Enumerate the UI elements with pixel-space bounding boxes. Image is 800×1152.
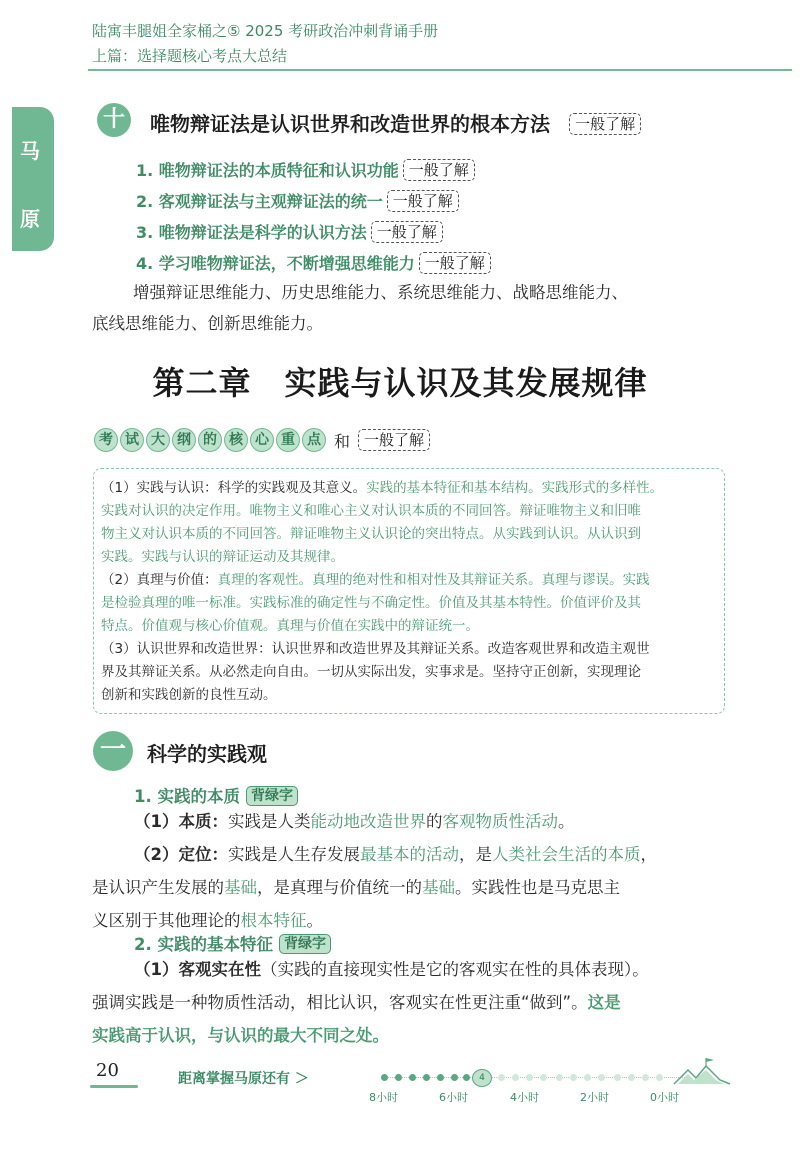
paragraph-line: 是认识产生发展的基础，是真理与价值统一的基础。实践性也是马克思主 [92,878,620,897]
outline-and: 和 [334,431,351,451]
outline-char: 点 [302,428,326,452]
progress-dot [584,1074,591,1081]
page-number: 20 [96,1060,119,1081]
progress-dot [614,1074,621,1081]
progress-dot [512,1074,519,1081]
section-title: 科学的实践观 [147,742,267,766]
mountain-flag-icon [672,1058,732,1086]
side-tab [12,107,54,251]
progress-dot [642,1074,649,1081]
general-tag: 一般了解 [358,429,430,451]
progress-dot [628,1074,635,1081]
outline-line: （3）认识世界和改造世界：认识世界和改造世界及其辩证关系。改造客观世界和改造主观世 [101,641,650,657]
list-item-label: 2. 客观辩证法与主观辩证法的统一 [136,192,383,211]
outline-char: 大 [146,428,170,452]
progress-dot [409,1074,416,1081]
progress-track [385,1077,685,1079]
book-title: 陆寓丰腿姐全家桶之⑤ 2025 考研政治冲刺背诵手册 [92,22,439,40]
progress-dot [395,1074,402,1081]
subsection-heading [134,931,331,955]
outline-line: 是检验真理的唯一标准。实践标准的确定性与不确定性。价值及其基本特性。价值评价及其 [101,595,641,611]
section-number-badge: 一 [93,731,133,771]
general-tag: 一般了解 [371,221,443,243]
subsection-heading [134,783,298,807]
list-item [136,158,475,181]
list-item [136,251,491,274]
general-tag: 一般了解 [419,252,491,274]
list-item [136,220,443,243]
time-label: 6小时 [439,1091,468,1104]
paragraph-line: （1）客观实在性（实践的直接现实性是它的客观实在性的具体表现）。 [134,960,649,979]
memo-tag: 背绿字 [279,934,331,954]
outline-char: 考 [94,428,118,452]
outline-label [94,428,430,452]
progress-dot [498,1074,505,1081]
general-tag: 一般了解 [387,190,459,212]
chapter-title: 第二章 实践与认识及其发展规律 [152,364,648,402]
list-item [136,189,459,212]
list-item-label: 3. 唯物辩证法是科学的认识方法 [136,223,367,242]
outline-line: 特点。价值观与核心价值观。真理与价值在实践中的辩证统一。 [101,618,479,634]
outline-line: 实践。实践与认识的辩证运动及其规律。 [101,549,344,565]
progress-dot [540,1074,547,1081]
outline-char: 纲 [172,428,196,452]
progress-dot [526,1074,533,1081]
page-number-underline [90,1085,138,1088]
side-tab-char: 原 [20,207,40,231]
progress-dot [598,1074,605,1081]
outline-line: 实践对认识的决定作用。唯物主义和唯心主义对认识本质的不同回答。辩证唯物主义和旧唯 [101,503,641,519]
progress-dot [451,1074,458,1081]
outline-line: 创新和实践创新的良性互动。 [101,687,277,703]
section-title: 唯物辩证法是认识世界和改造世界的根本方法 [150,112,550,136]
outline-char: 重 [276,428,300,452]
section-number-badge: 十 [97,103,131,137]
time-label: 0小时 [650,1091,679,1104]
paragraph-line: 增强辩证思维能力、历史思维能力、系统思维能力、战略思维能力、 [133,283,628,302]
outline-char: 的 [198,428,222,452]
time-label: 4小时 [510,1091,539,1104]
paragraph-line: （2）定位：实践是人生存发展最基本的活动，是人类社会生活的本质， [134,845,657,864]
general-tag: 一般了解 [403,159,475,181]
progress-caption: 距离掌握马原还有 ＞ [178,1071,309,1087]
progress-dot [437,1074,444,1081]
paragraph-line: 底线思维能力、创新思维能力。 [92,314,323,333]
list-item-label: 4. 学习唯物辩证法，不断增强思维能力 [136,254,415,273]
paragraph-line: 强调实践是一种物质性活动，相比认识，客观实在性更注重“做到”。这是 [92,993,621,1012]
memo-tag: 背绿字 [246,786,298,806]
progress-dot [463,1074,470,1081]
outline-line: （2）真理与价值：真理的客观性。真理的绝对性和相对性及其辩证关系。真理与谬误。实践 [101,572,650,588]
paragraph-line: 义区别于其他理论的根本特征。 [92,911,323,930]
progress-dot [423,1074,430,1081]
subsection-title: 2. 实践的基本特征 [134,935,273,954]
outline-char: 心 [250,428,274,452]
general-tag: 一般了解 [569,113,641,135]
outline-char: 试 [120,428,144,452]
progress-dot [381,1074,388,1081]
time-label: 8小时 [369,1091,398,1104]
list-item-label: 1. 唯物辩证法的本质特征和认识功能 [136,161,399,180]
time-label: 2小时 [580,1091,609,1104]
progress-dot [556,1074,563,1081]
paragraph-line: （1）本质：实践是人类能动地改造世界的客观物质性活动。 [134,812,575,831]
section-heading [150,108,641,137]
outline-line: 界及其辩证关系。从必然走向自由。一切从实际出发，实事求是。坚持守正创新，实现理论 [101,664,641,680]
part-title: 上篇：选择题核心考点大总结 [92,47,288,65]
progress-dot [656,1074,663,1081]
side-tab-char: 马 [20,139,40,163]
header-divider [88,69,792,71]
outline-line: 物主义对认识本质的不同回答。辩证唯物主义认识论的突出特点。从实践到认识。从认识到 [101,526,641,542]
paragraph-line: 实践高于认识，与认识的最大不同之处。 [92,1026,389,1045]
outline-line: （1）实践与认识：科学的实践观及其意义。实践的基本特征和基本结构。实践形式的多样性。 [101,480,664,496]
progress-dot [570,1074,577,1081]
subsection-title: 1. 实践的本质 [134,787,240,806]
progress-marker: 4 [472,1069,492,1087]
outline-char: 核 [224,428,248,452]
